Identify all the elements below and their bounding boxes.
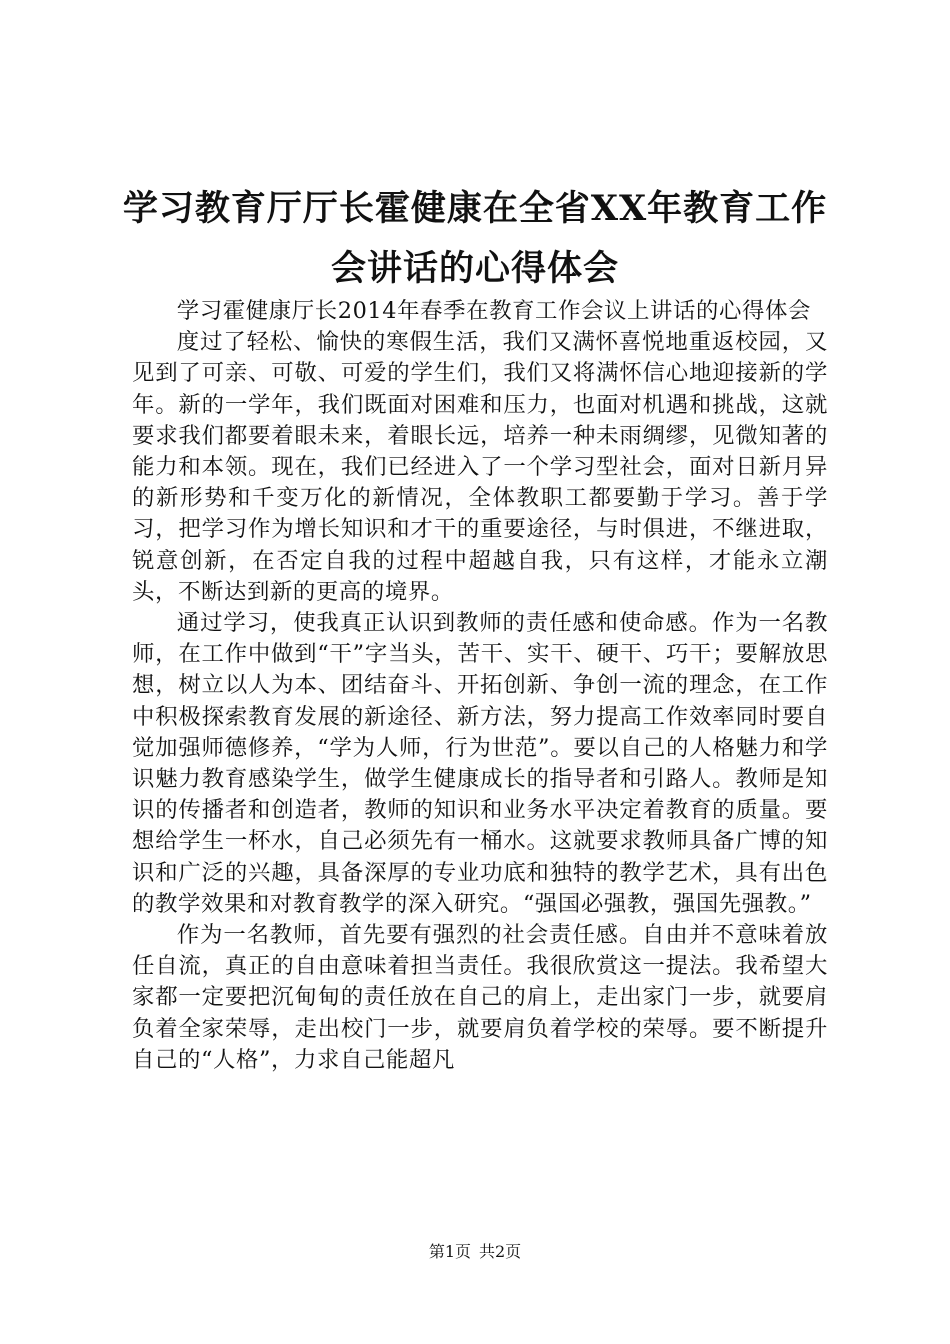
paragraph-2: 通过学习，使我真正认识到教师的责任感和使命感。作为一名教师，在工作中做到“干”字当头，苦干、实干、硬干、巧干；要解放思想，树立以人为本、团结奋斗、开拓创新、争创一流的理念，在工作中积极探索教育发展的新途径、新方法，努力提高工作效率同时要自觉加强师德修养，“学为人师，行为世范”。要以自己的人格魅力和学识魅力教育感染学生，做学生健康成长的指导者和引路人。教师是知识的传播者和创造者，教师的知识和业务水平决定着教育的质量。要想给学生一杯水，自己必须先有一桶水。这就要求教师具备广博的知识和广泛的兴趣，具备深厚的专业功底和独特的教学艺术，具有出色的教学效果和对教育教学的深入研究。“强国必强教，强国先强教。” bbox=[132, 610, 828, 917]
paragraph-1: 度过了轻松、愉快的寒假生活，我们又满怀喜悦地重返校园，又见到了可亲、可敬、可爱的学生们，我们又将满怀信心地迎接新的学年。新的一学年，我们既面对困难和压力，也面对机遇和挑战，这就要求我们都要着眼未来，着眼长远，培养一种未雨绸缪，见微知著的能力和本领。现在，我们已经进入了一个学习型社会，面对日新月异的新形势和千变万化的新情况，全体教职工都要勤于学习。善于学习，把学习作为增长知识和才干的重要途径，与时俱进，不继进取，锐意创新，在否定自我的过程中超越自我，只有这样，才能永立潮头，不断达到新的更高的境界。 bbox=[132, 329, 828, 605]
page-total: 共2页 bbox=[479, 1242, 522, 1261]
paragraph-subtitle: 学习霍健康厅长2014年春季在教育工作会议上讲话的心得体会 bbox=[176, 298, 811, 324]
page-number: 第1页 bbox=[428, 1242, 471, 1261]
paragraph-3: 作为一名教师，首先要有强烈的社会责任感。自由并不意味着放任自流，真正的自由意味着担当责任。我很欣赏这一提法。我希望大家都一定要把沉甸甸的责任放在自己的肩上，走出家门一步，就要肩负着全家荣辱，走出校门一步，就要肩负着学校的荣辱。要不断提升自己的“人格”，力求自己能超凡 bbox=[132, 922, 828, 1073]
document-body bbox=[132, 296, 828, 1076]
document-title-line-1: 学习教育厅厅长霍健康在全省XX年教育工作 bbox=[122, 188, 828, 229]
page-footer bbox=[0, 1241, 950, 1263]
document-title-line-2: 会讲话的心得体会 bbox=[330, 248, 619, 289]
